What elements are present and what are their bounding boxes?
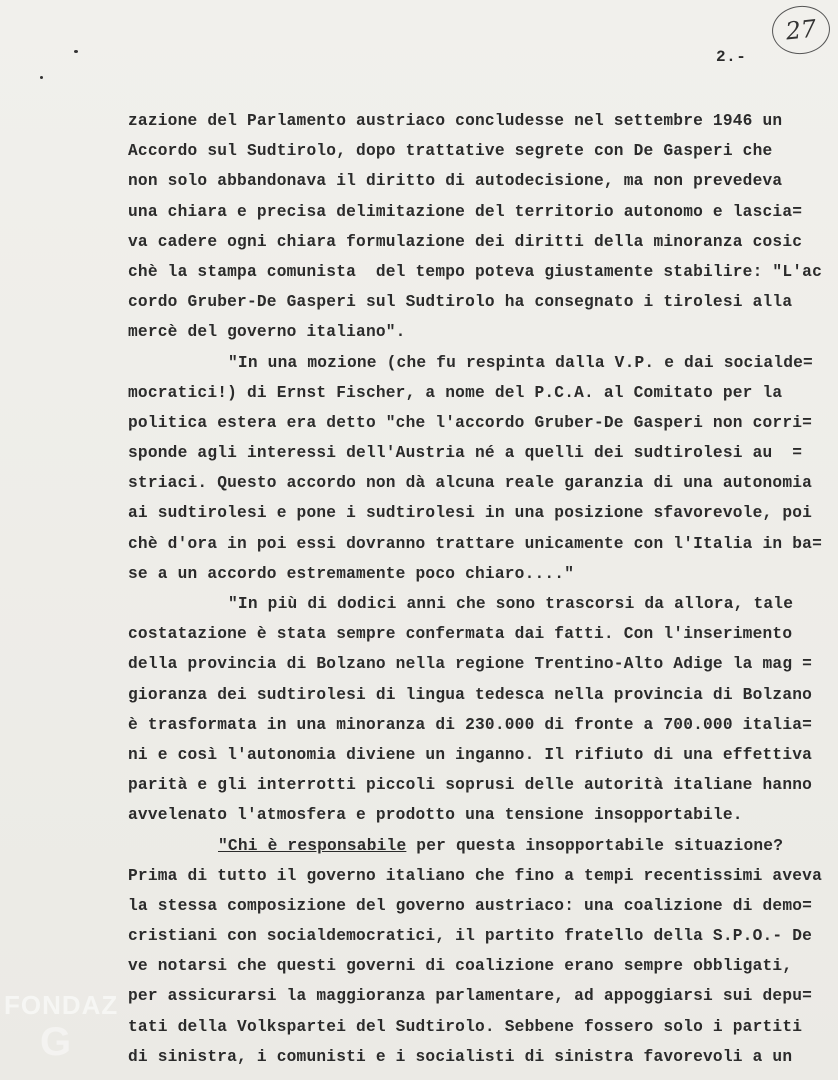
text-line: cristiani con socialdemocratici, il partito fratello della S.P.O.- De xyxy=(128,927,813,946)
ink-speck xyxy=(74,50,78,53)
text-line: striaci. Questo accordo non dà alcuna reale garanzia di una autonomia xyxy=(128,474,813,493)
text-line: la stessa composizione del governo austriaco: una coalizione di demo= xyxy=(128,896,813,915)
text-line: di sinistra, i comunisti e i socialisti di sinistra favorevoli a un xyxy=(128,1047,793,1066)
text-line: non solo abbandonava il diritto di autodecisione, ma non prevedeva xyxy=(128,172,783,191)
text-line: sponde agli interessi dell'Austria né a quelli dei sudtirolesi au = xyxy=(128,444,803,463)
text-line: per assicurarsi la maggioranza parlamentare, ad appoggiarsi sui depu= xyxy=(128,987,813,1006)
text-line: ve notarsi che questi governi di coalizione erano sempre obbligati, xyxy=(128,957,793,976)
text-line: va cadere ogni chiara formulazione dei diritti della minoranza cosic xyxy=(128,232,803,251)
text-line: Prima di tutto il governo italiano che fino a tempi recentissimi aveva xyxy=(128,866,822,885)
text-line: zazione del Parlamento austriaco concludesse nel settembre 1946 un xyxy=(128,112,783,130)
text-line: ai sudtirolesi e pone i sudtirolesi in una posizione sfavorevole, poi xyxy=(128,504,813,523)
text-line: chè la stampa comunista del tempo poteva giustamente stabilire: "L'ac xyxy=(128,262,822,281)
text-line: costatazione è stata sempre confermata dai fatti. Con l'inserimento xyxy=(128,625,793,644)
paragraph-start: "In una mozione (che fu respinta dalla V.P. e dai socialde= xyxy=(228,353,813,372)
text-line: tati della Volkspartei del Sudtirolo. Sebbene fossero solo i partiti xyxy=(128,1017,803,1036)
text-line: della provincia di Bolzano nella regione Trentino-Alto Adige la mag = xyxy=(128,655,813,674)
text-fragment: per questa insopportabile situazione? xyxy=(406,836,784,855)
watermark-logo: G xyxy=(40,1020,72,1064)
text-line: parità e gli interrotti piccoli soprusi delle autorità italiane hanno xyxy=(128,776,813,795)
page-number: 2.- xyxy=(716,48,747,66)
archive-stamp xyxy=(770,3,833,57)
text-line: una chiara e precisa delimitazione del territorio autonomo e lascia= xyxy=(128,202,803,221)
paragraph-start: "In più di dodici anni che sono trascorsi da allora, tale xyxy=(228,595,794,613)
text-line: mercè del governo italiano". xyxy=(128,323,406,342)
text-line: cordo Gruber-De Gasperi sul Sudtirolo ha consegnato i tirolesi alla xyxy=(128,293,793,312)
ink-speck xyxy=(40,76,43,79)
text-line: Accordo sul Sudtirolo, dopo trattative segrete con De Gasperi che xyxy=(128,142,773,161)
text-line: gioranza dei sudtirolesi di lingua tedesca nella provincia di Bolzano xyxy=(128,685,813,704)
text-line: ni e così l'autonomia diviene un inganno. Il rifiuto di una effettiva xyxy=(128,745,813,764)
text-line: è trasformata in una minoranza di 230.000 di fronte a 700.000 italia= xyxy=(128,715,813,734)
underlined-phrase: "Chi è responsabile xyxy=(218,836,407,855)
text-line: chè d'ora in poi essi dovranno trattare unicamente con l'Italia in ba= xyxy=(128,534,822,553)
text-line: avvelenato l'atmosfera e prodotto una tensione insopportabile. xyxy=(128,806,743,825)
text-line: mocratici!) di Ernst Fischer, a nome del P.C.A. al Comitato per la xyxy=(128,383,783,402)
body-text xyxy=(128,106,828,1072)
archive-stamp-number: 27 xyxy=(784,14,818,46)
text-line: politica estera era detto "che l'accordo Gruber-De Gasperi non corri= xyxy=(128,413,813,432)
paragraph-start xyxy=(128,831,828,861)
watermark-text: FONDAZ xyxy=(4,990,119,1020)
text-line: se a un accordo estremamente poco chiaro...." xyxy=(128,564,575,583)
